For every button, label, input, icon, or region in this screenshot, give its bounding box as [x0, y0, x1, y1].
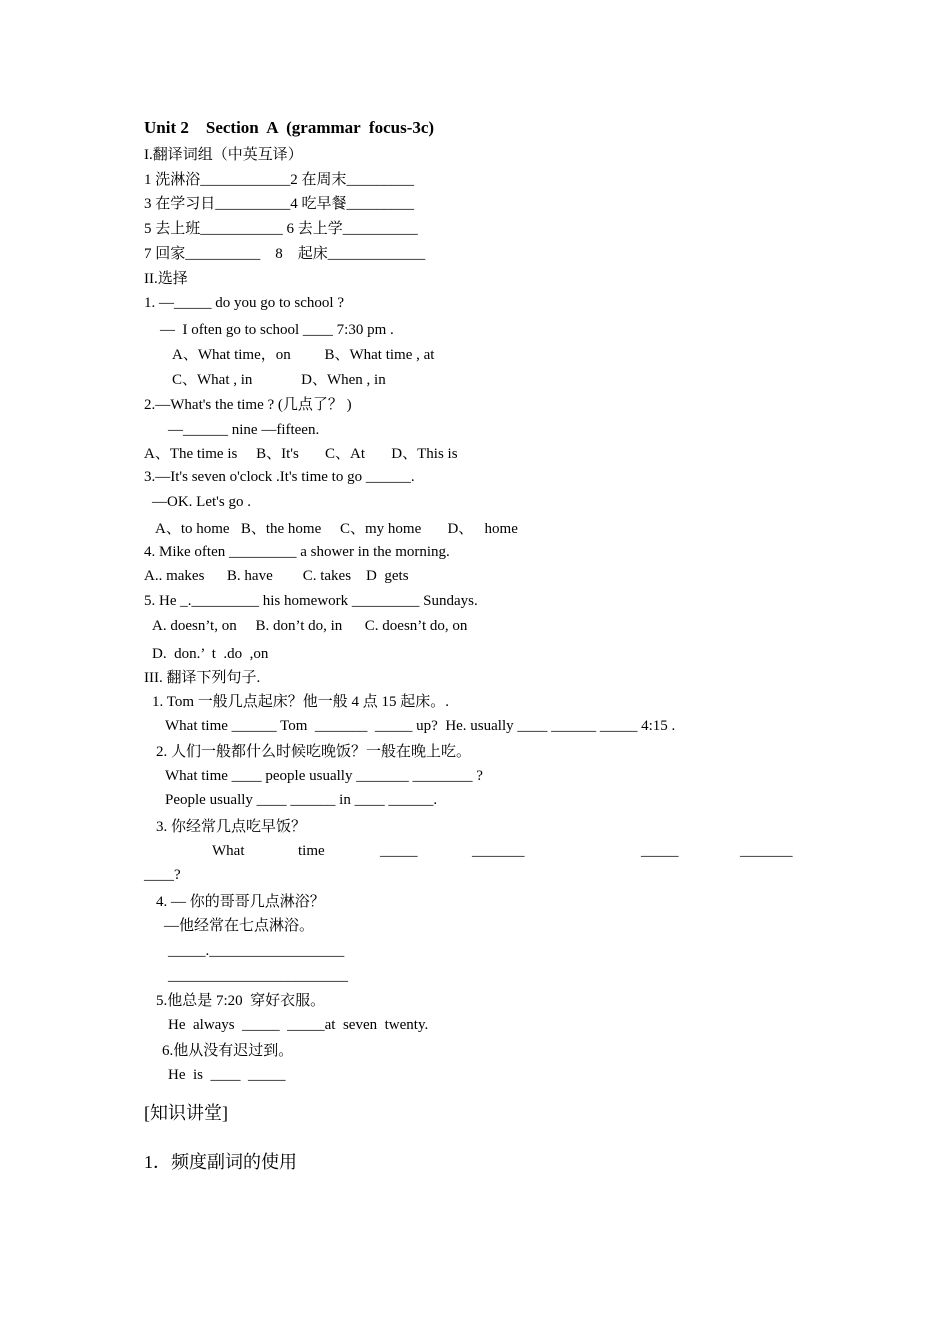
- question-line: 3.—It's seven o'clock .It's time to go ______.: [144, 469, 415, 485]
- section-3-heading: III. 翻译下列句子.: [144, 670, 261, 686]
- answer-blank-line: _____.__________________: [168, 943, 345, 959]
- q3-word: time: [298, 843, 325, 859]
- phrase-line: 7 回家__________ 8 起床_____________: [144, 246, 426, 262]
- option-line: D. don.’ t .do ,on: [152, 646, 269, 662]
- phrase-line: 1 洗淋浴____________2 在周末_________: [144, 172, 415, 188]
- option-line: A、The time is B、It's C、At D、This is: [144, 446, 458, 462]
- sentence-prompt: 4. — 你的哥哥几点淋浴？: [156, 894, 325, 910]
- question-line: 5. He _._________ his homework _________ Sundays.: [144, 593, 478, 609]
- q3-blank: _____: [380, 843, 418, 859]
- sentence-prompt: 5.他总是 7:20 穿好衣服。: [156, 993, 326, 1009]
- option-line: C、What , in D、When , in: [172, 372, 386, 388]
- sentence-prompt: 3. 你经常几点吃早饭？: [156, 819, 307, 835]
- option-line: A、to home B、the home C、my home D、 home: [155, 521, 518, 537]
- question-line: —______ nine —fifteen.: [168, 422, 320, 438]
- phrase-line: 3 在学习日__________4 吃早餐_________: [144, 196, 415, 212]
- sentence-answer: What time ______ Tom _______ _____ up? He. usually ____ ______ _____ 4:15 .: [165, 718, 676, 734]
- q3-blank: _______: [472, 843, 525, 859]
- sentence-prompt: 1. Tom 一般几点起床？他一般 4 点 15 起床。.: [152, 694, 450, 710]
- question-line: 4. Mike often _________ a shower in the morning.: [144, 544, 450, 560]
- phrase-line: 5 去上班___________ 6 去上学__________: [144, 221, 418, 237]
- q3-blank: _____: [641, 843, 679, 859]
- question-line: — I often go to school ____ 7:30 pm .: [160, 322, 394, 338]
- section-1-heading: I.翻译词组（中英互译）: [144, 147, 303, 163]
- q3-blank: _______: [740, 843, 793, 859]
- sentence-answer: People usually ____ ______ in ____ ______.: [165, 792, 438, 808]
- option-line: A. doesn’t, on B. don’t do, in C. doesn’t do, on: [152, 618, 468, 634]
- knowledge-heading: [知识讲堂]: [144, 1103, 228, 1123]
- section-2-heading: II.选择: [144, 271, 188, 287]
- option-line: A.. makes B. have C. takes D gets: [144, 568, 409, 584]
- sentence-answer: He is ____ _____: [168, 1067, 286, 1083]
- sentence-prompt: 2. 人们一般都什么时候吃晚饭？一般在晚上吃。: [156, 744, 472, 760]
- question-line: 1. —_____ do you go to school ?: [144, 295, 344, 311]
- option-line: A、What time，on B、What time , at: [172, 347, 435, 363]
- sentence-answer: ____?: [144, 867, 181, 883]
- question-line: 2.—What's the time ? (几点了？ ): [144, 397, 352, 413]
- sentence-answer: What time ____ people usually _______ ________ ?: [165, 768, 483, 784]
- question-line: —OK. Let's go .: [152, 494, 251, 510]
- q3-word: What: [212, 843, 245, 859]
- sentence-prompt: —他经常在七点淋浴。: [164, 918, 315, 934]
- knowledge-item: 1．频度副词的使用: [144, 1152, 297, 1172]
- worksheet-title: Unit 2 Section A (grammar focus-3c): [144, 118, 435, 137]
- sentence-answer: He always _____ _____at seven twenty.: [168, 1017, 429, 1033]
- sentence-prompt: 6.他从没有迟过到。: [162, 1043, 294, 1059]
- answer-blank-line: ________________________: [168, 968, 348, 984]
